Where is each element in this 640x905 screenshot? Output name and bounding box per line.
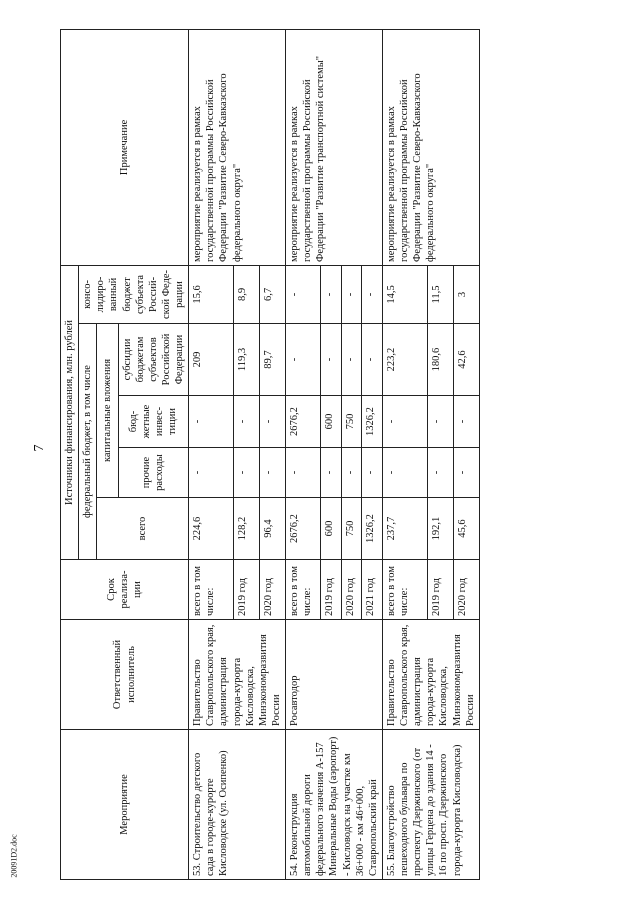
- table-row: [382, 29, 427, 879]
- budget-inv-cell: -: [382, 396, 427, 448]
- period-cell: всего в том числе:: [286, 560, 321, 620]
- period-cell: 2019 год: [321, 560, 342, 620]
- subsidies-cell: -: [321, 324, 342, 396]
- period-cell: 2019 год: [233, 560, 259, 620]
- other-cell: -: [189, 448, 234, 498]
- executor-cell: Росавтодор: [286, 620, 383, 730]
- consolidated-cell: 14,5: [382, 265, 427, 323]
- other-cell: -: [382, 448, 427, 498]
- other-cell: -: [341, 448, 362, 498]
- subsidies-cell: 42,6: [453, 324, 479, 396]
- page-number: 7: [32, 444, 47, 452]
- budget-inv-cell: -: [427, 396, 453, 448]
- other-cell: -: [321, 448, 342, 498]
- col-period: Срок реализа-ции: [61, 560, 189, 620]
- other-cell: -: [427, 448, 453, 498]
- col-subsidies: субсидии бюджетам субъектов Российской Федерации: [118, 324, 189, 396]
- subsidies-cell: 119,3: [233, 324, 259, 396]
- doc-filename: 20091D2.doc: [9, 834, 19, 878]
- executor-cell: Правительство Ставропольского края, администрация города-курорта Кисловодска, Минэкономразвития России: [189, 620, 286, 730]
- note-cell: мероприятие реализуется в рамках государственной программы Российской Федерации "Развитие транспортной системы": [286, 29, 383, 265]
- budget-inv-cell: -: [453, 396, 479, 448]
- col-measure: Мероприятие: [61, 730, 189, 880]
- period-cell: 2020 год: [259, 560, 285, 620]
- other-cell: -: [233, 448, 259, 498]
- subsidies-cell: 209: [189, 324, 234, 396]
- landscape-table-area: [60, 30, 625, 880]
- consolidated-cell: 11,5: [427, 265, 453, 323]
- total-cell: 1326,2: [362, 498, 383, 560]
- note-cell: мероприятие реализуется в рамках государственной программы Российской Федерации "Развитие Северо-Кавказского федерального округа": [189, 29, 286, 265]
- table-row: [286, 29, 321, 879]
- total-cell: 224,6: [189, 498, 234, 560]
- measure-cell: 55. Благоустройство пешеходного бульвара по проспекту Дзержинского (от улицы Герцена до здания 14 - 16 по просп. Дзержинского города-курорта Кисловодска): [382, 730, 479, 880]
- col-other: прочие расходы: [118, 448, 189, 498]
- period-cell: всего в том числе:: [382, 560, 427, 620]
- col-budget-inv: бюд-жетные инвес-тиции: [118, 396, 189, 448]
- period-cell: 2020 год: [453, 560, 479, 620]
- total-cell: 45,6: [453, 498, 479, 560]
- subsidies-cell: -: [286, 324, 321, 396]
- consolidated-cell: -: [362, 265, 383, 323]
- budget-inv-cell: -: [189, 396, 234, 448]
- consolidated-cell: 3: [453, 265, 479, 323]
- col-consolidated: консо-лидиро-ванный бюджет субъекта Россий-ской Феде-рации: [79, 265, 189, 323]
- other-cell: -: [259, 448, 285, 498]
- col-fed-budget: федеральный бюджет, в том числе: [79, 324, 97, 560]
- budget-inv-cell: 750: [341, 396, 362, 448]
- other-cell: -: [453, 448, 479, 498]
- total-cell: 600: [321, 498, 342, 560]
- period-cell: 2021 год: [362, 560, 383, 620]
- table-row: [189, 29, 234, 879]
- budget-inv-cell: -: [233, 396, 259, 448]
- col-sources: Источники финансирования, млн. рублей: [61, 265, 79, 559]
- other-cell: -: [286, 448, 321, 498]
- subsidies-cell: 223,2: [382, 324, 427, 396]
- col-capital: капитальные вложения: [97, 324, 118, 498]
- period-cell: 2020 год: [341, 560, 362, 620]
- measure-cell: 54. Реконструкция автомобильной дороги федерального значения А-157 Минеральные Воды (аэропорт) - Кисловодск на участке км 36+000 - км 46+000, Ставропольский край: [286, 730, 383, 880]
- consolidated-cell: -: [341, 265, 362, 323]
- period-cell: всего в том числе:: [189, 560, 234, 620]
- consolidated-cell: -: [321, 265, 342, 323]
- consolidated-cell: 15,6: [189, 265, 234, 323]
- other-cell: -: [362, 448, 383, 498]
- budget-inv-cell: 1326,2: [362, 396, 383, 448]
- total-cell: 2676,2: [286, 498, 321, 560]
- period-cell: 2019 год: [427, 560, 453, 620]
- budget-inv-cell: -: [259, 396, 285, 448]
- col-executor: Ответственный исполнитель: [61, 620, 189, 730]
- total-cell: 128,2: [233, 498, 259, 560]
- consolidated-cell: 6,7: [259, 265, 285, 323]
- executor-cell: Правительство Ставропольского края, администрация города-курорта Кисловодска, Минэкономразвития России: [382, 620, 479, 730]
- table-header: [61, 29, 189, 879]
- budget-inv-cell: 600: [321, 396, 342, 448]
- consolidated-cell: 8,9: [233, 265, 259, 323]
- consolidated-cell: -: [286, 265, 321, 323]
- measure-cell: 53. Строительство детского сада в городе-курорте Кисловодске (ул. Осипенко): [189, 730, 286, 880]
- total-cell: 237,7: [382, 498, 427, 560]
- total-cell: 96,4: [259, 498, 285, 560]
- subsidies-cell: 180,6: [427, 324, 453, 396]
- table-body: [189, 29, 480, 879]
- financing-table: [60, 29, 480, 880]
- col-note: Примечание: [61, 29, 189, 265]
- total-cell: 192,1: [427, 498, 453, 560]
- note-cell: мероприятие реализуется в рамках государственной программы Российской Федерации "Развитие Северо-Кавказского федерального округа": [382, 29, 479, 265]
- budget-inv-cell: 2676,2: [286, 396, 321, 448]
- total-cell: 750: [341, 498, 362, 560]
- col-total: всего: [97, 498, 189, 560]
- subsidies-cell: 89,7: [259, 324, 285, 396]
- subsidies-cell: -: [362, 324, 383, 396]
- subsidies-cell: -: [341, 324, 362, 396]
